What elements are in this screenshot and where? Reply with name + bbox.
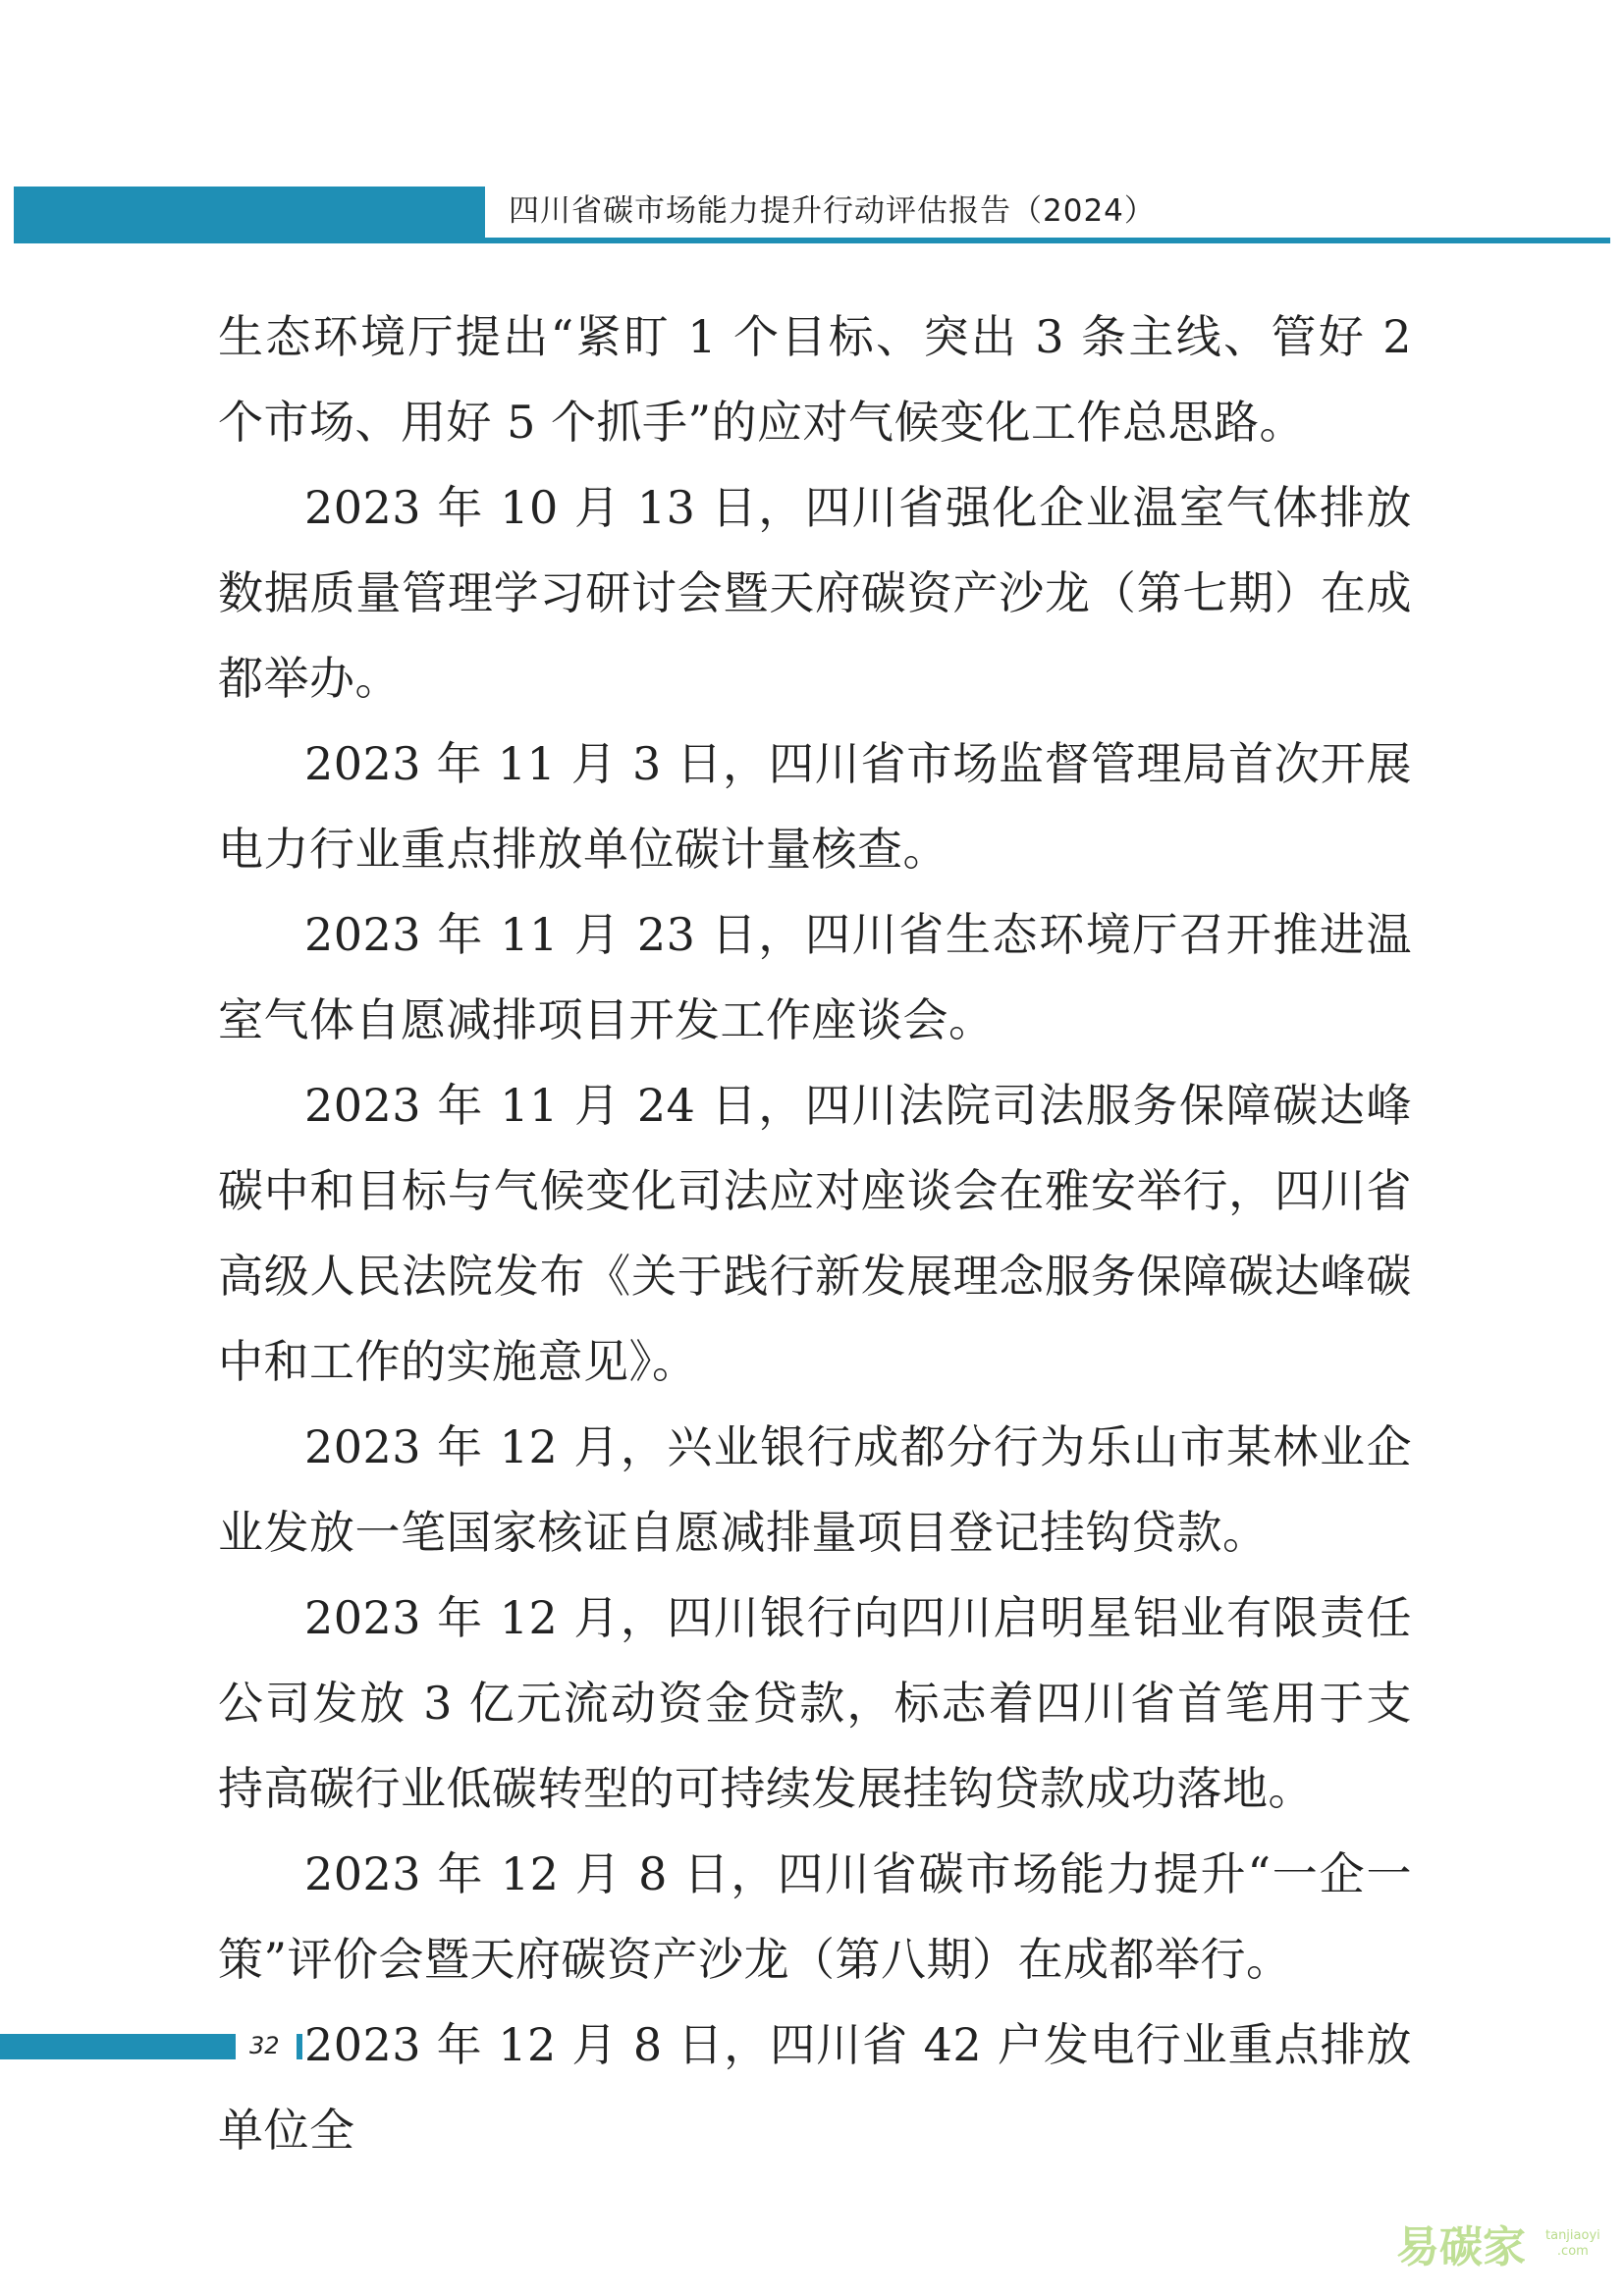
footer-tick-mark — [297, 2034, 302, 2059]
paragraph-event-8: 2023 年 12 月 8 日，四川省 42 户发电行业重点排放单位全 — [218, 2018, 1412, 2157]
footer-accent-bar — [0, 2034, 236, 2059]
header-accent-bar — [14, 187, 485, 243]
page-number: 32 — [249, 2032, 280, 2059]
paragraph-event-6: 2023 年 12 月，四川银行向四川启明星铝业有限责任公司发放 3 亿元流动资金贷款，标志着四川省首笔用于支持高碳行业低碳转型的可持续发展挂钩贷款成功落地。 — [218, 1591, 1412, 1815]
watermark-brand: 易碳家 — [1396, 2222, 1526, 2272]
body-text — [218, 294, 1412, 2173]
watermark-domain — [1545, 2228, 1600, 2260]
page-header — [14, 187, 1610, 243]
header-underline — [485, 238, 1610, 243]
paragraph-event-5: 2023 年 12 月，兴业银行成都分行为乐山市某林业企业发放一笔国家核证自愿减排量项目登记挂钩贷款。 — [218, 1420, 1412, 1559]
watermark-domain-line1: tanjiaoyi — [1545, 2228, 1600, 2243]
watermark-logo — [1396, 2220, 1602, 2279]
paragraph-event-1: 2023 年 10 月 13 日，四川省强化企业温室气体排放数据质量管理学习研讨会暨天府碳资产沙龙（第七期）在成都举办。 — [218, 481, 1412, 705]
paragraph-event-4: 2023 年 11 月 24 日，四川法院司法服务保障碳达峰碳中和目标与气候变化司法应对座谈会在雅安举行，四川省高级人民法院发布《关于践行新发展理念服务保障碳达峰碳中和工作的实施意见》。 — [218, 1079, 1412, 1388]
report-title: 四川省碳市场能力提升行动评估报告（2024） — [509, 193, 1156, 229]
watermark-domain-line2: .com — [1556, 2244, 1589, 2259]
paragraph-event-2: 2023 年 11 月 3 日，四川省市场监督管理局首次开展电力行业重点排放单位碳计量核查。 — [218, 737, 1412, 876]
paragraph-event-7: 2023 年 12 月 8 日，四川省碳市场能力提升“一企一策”评价会暨天府碳资产沙龙（第八期）在成都举行。 — [218, 1847, 1412, 1986]
paragraph-event-3: 2023 年 11 月 23 日，四川省生态环境厅召开推进温室气体自愿减排项目开发工作座谈会。 — [218, 908, 1412, 1046]
paragraph-continuation: 生态环境厅提出“紧盯 1 个目标、突出 3 条主线、管好 2 个市场、用好 5 个抓手”的应对气候变化工作总思路。 — [218, 310, 1412, 449]
